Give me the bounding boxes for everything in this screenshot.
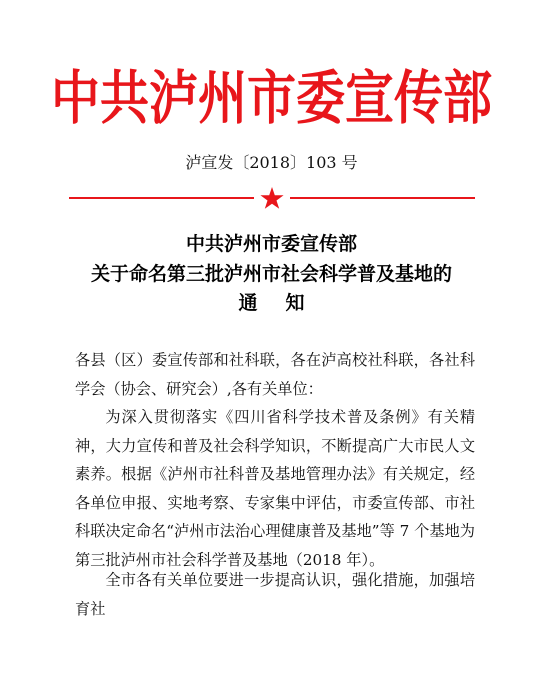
star-icon — [260, 187, 284, 209]
issuer-masthead: 中共泸州市委宣传部 — [50, 63, 492, 132]
document-number: 泸宣发〔2018〕103 号 — [185, 153, 358, 172]
body-paragraph-1 — [75, 403, 475, 575]
title-notice: 通知 — [238, 292, 333, 314]
salutation-text: 各县（区）委宣传部和社科联，各在泸高校社科联，各社科学会（协会、研究会）,各有关单位： — [75, 351, 475, 398]
red-divider-right — [290, 197, 475, 199]
red-divider-left — [69, 197, 254, 199]
paragraph-2-text: 全市各有关单位要进一步提高认识，强化措施，加强培育社 — [75, 571, 475, 618]
title-issuer: 中共泸州市委宣传部 — [185, 233, 357, 255]
paragraph-1-text: 为深入贯彻落实《四川省科学技术普及条例》有关精神，大力宣传和普及社会科学知识，不断提高广大市民人文素养。根据《泸州市社科普及基地管理办法》有关规定，经各单位申报、实地考察、专家集中评估，市委宣传部、市社科联决定命名“泸州市法治心理健康普及基地”等 7 个基地为第三批泸州市社会科学普及基地（2018 年）。 — [75, 408, 475, 569]
salutation — [75, 346, 475, 403]
body-paragraph-2 — [75, 566, 475, 623]
title-subject: 关于命名第三批泸州市社会科学普及基地的 — [90, 263, 452, 285]
